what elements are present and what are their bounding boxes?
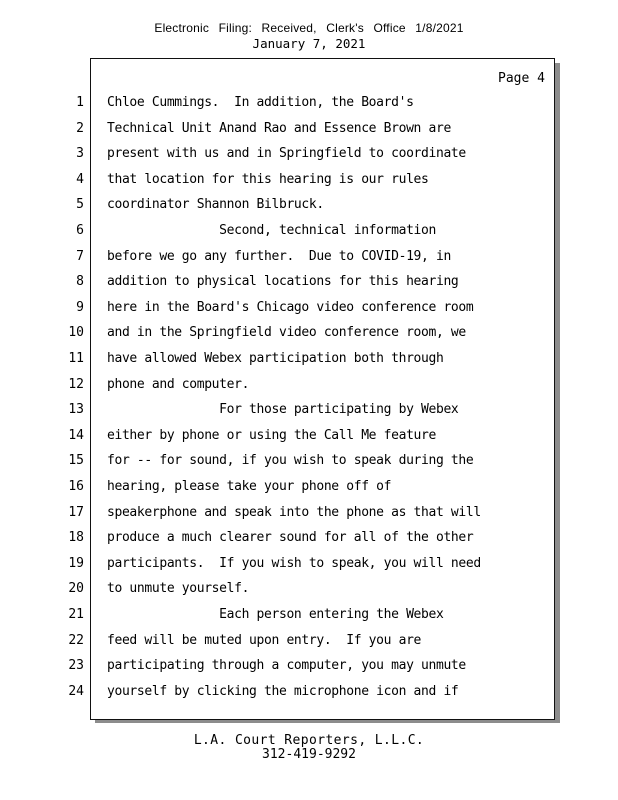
line-text: Technical Unit Anand Rao and Essence Brown are [107,121,451,136]
line-text: here in the Board's Chicago video conference room [107,300,474,315]
line-number: 19 [68,556,84,571]
line-number: 5 [76,197,84,212]
line-text: have allowed Webex participation both through [107,351,444,366]
line-number: 4 [76,172,84,187]
line-number: 22 [68,633,84,648]
line-number: 23 [68,658,84,673]
line-number: 3 [76,146,84,161]
line-text: participating through a computer, you may unmute [107,658,466,673]
line-number: 8 [76,274,84,289]
line-number: 1 [76,95,84,110]
footer-reporter: L.A. Court Reporters, L.L.C. [193,733,425,748]
line-text: addition to physical locations for this hearing [107,274,459,289]
line-text: and in the Springfield video conference room, we [107,325,466,340]
footer-phone: 312-419-9292 [262,747,356,762]
line-number: 15 [68,453,84,468]
line-number: 12 [68,377,84,392]
line-number: 13 [68,402,84,417]
line-text: present with us and in Springfield to coordinate [107,146,466,161]
line-number: 24 [68,684,84,699]
line-number: 14 [68,428,84,443]
line-text: either by phone or using the Call Me feature [107,428,436,443]
line-text: produce a much clearer sound for all of the other [107,530,474,545]
line-number: 21 [68,607,84,622]
line-number: 10 [68,325,84,340]
line-text: speakerphone and speak into the phone as that will [107,505,481,520]
line-text: Second, technical information [107,223,436,238]
line-number: 6 [76,223,84,238]
line-text: hearing, please take your phone off of [107,479,392,494]
line-text: that location for this hearing is our rules [107,172,429,187]
line-number: 7 [76,249,84,264]
line-text: for -- for sound, if you wish to speak during the [107,453,474,468]
line-text: For those participating by Webex [107,402,459,417]
line-text: Each person entering the Webex [107,607,444,622]
line-text: feed will be muted upon entry. If you are [107,633,422,648]
line-number: 18 [68,530,84,545]
line-number: 9 [76,300,84,315]
line-text: participants. If you wish to speak, you will need [107,556,481,571]
line-text: Chloe Cummings. In addition, the Board's [107,95,414,110]
line-text: before we go any further. Due to COVID-19, in [107,249,451,264]
filing-stamp: Electronic Filing: Received, Clerk's Office 1/8/2021 [154,21,464,35]
line-number: 11 [68,351,84,366]
line-number: 20 [68,581,84,596]
line-number: 2 [76,121,84,136]
line-text: coordinator Shannon Bilbruck. [107,197,324,212]
transcript-date: January 7, 2021 [252,36,366,51]
page-number: Page 4 [498,71,545,86]
line-text: to unmute yourself. [107,581,250,596]
line-text: phone and computer. [107,377,250,392]
line-number: 17 [68,505,84,520]
line-text: yourself by clicking the microphone icon and if [107,684,459,699]
line-number: 16 [68,479,84,494]
